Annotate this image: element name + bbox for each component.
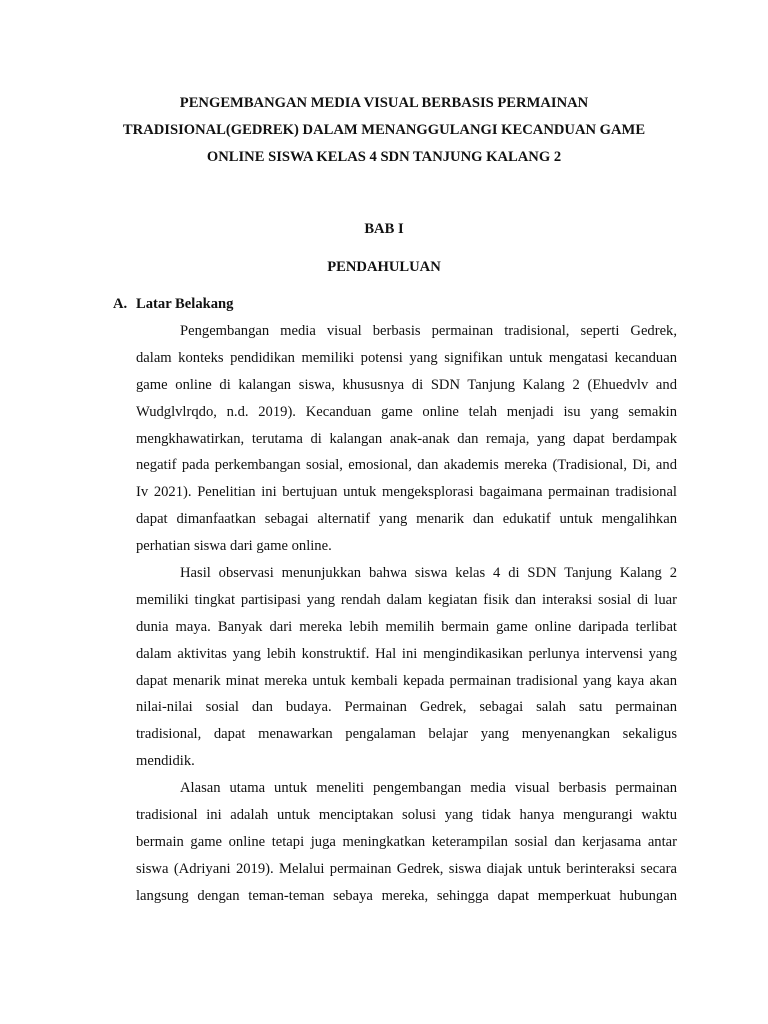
paragraph-line: perhatian siswa dari game online. <box>136 538 332 555</box>
paragraph-line: langsung dengan teman-teman sebaya mereka, sehingga dapat memperkuat hubungan <box>136 887 677 904</box>
paragraph-line: dapat menarik minat mereka untuk kembali kepada permainan tradisional yang kaya akan <box>136 672 677 689</box>
paragraph <box>136 318 677 560</box>
paragraph-line: memiliki tingkat partisipasi yang rendah dalam kegiatan fisik dan interaksi sosial di luar <box>136 591 677 608</box>
paragraph-line: Hasil observasi menunjukkan bahwa siswa kelas 4 di SDN Tanjung Kalang 2 <box>180 565 677 582</box>
paragraph-line: dunia maya. Banyak dari mereka lebih memilih bermain game online daripada terlibat <box>136 618 677 635</box>
paragraph-line: Alasan utama untuk meneliti pengembangan media visual berbasis permainan <box>180 780 677 797</box>
paragraph-line: mendidik. <box>136 753 195 770</box>
paragraph-line: nilai-nilai sosial dan budaya. Permainan Gedrek, sebagai salah satu permainan <box>136 699 677 716</box>
paragraph-line: siswa (Adriyani 2019). Melalui permainan Gedrek, siswa diajak untuk berinteraksi secara <box>136 860 677 877</box>
paragraph-line: Pengembangan media visual berbasis permainan tradisional, seperti Gedrek, <box>180 323 677 339</box>
chapter-heading: BAB I <box>364 221 404 237</box>
paragraph <box>136 775 677 909</box>
title-line: TRADISIONAL(GEDREK) DALAM MENANGGULANGI KECANDUAN GAME <box>122 122 646 138</box>
paragraph-line: Wudglvlrqdo, n.d. 2019). Kecanduan game online telah menjadi isu yang semakin <box>136 403 677 420</box>
paragraph-line: tradisional ini adalah untuk menciptakan solusi yang tidak hanya mengurangi waktu <box>136 807 677 824</box>
title-line: PENGEMBANGAN MEDIA VISUAL BERBASIS PERMAINAN <box>179 95 589 111</box>
paragraph-line: dapat dimanfaatkan sebagai alternatif yang menarik dan edukatif untuk mengalihkan <box>136 511 677 528</box>
paragraph <box>136 560 677 775</box>
paragraph-line: game online di kalangan siswa, khususnya di SDN Tanjung Kalang 2 (Ehuedvlv and <box>136 376 677 393</box>
paragraph-line: Iv 2021). Penelitian ini bertujuan untuk mengeksplorasi bagaimana permainan tradisional <box>136 484 677 501</box>
section-title: Latar Belakang <box>136 296 234 312</box>
chapter-title: PENDAHULUAN <box>327 259 441 275</box>
section-number: A. <box>113 296 128 312</box>
paragraph-line: tradisional, dapat menawarkan pengalaman belajar yang menyenangkan sekaligus <box>136 726 677 743</box>
paragraph-line: bermain game online tetapi juga meningkatkan keterampilan sosial dan kerjasama antar <box>136 833 677 850</box>
section-heading <box>113 294 233 314</box>
paragraph-line: mengkhawatirkan, terutama di kalangan anak-anak dan remaja, yang dapat berdampak <box>136 430 677 447</box>
title-line: ONLINE SISWA KELAS 4 SDN TANJUNG KALANG 2 <box>206 149 562 165</box>
body-text <box>136 318 677 910</box>
paragraph-line: dalam konteks pendidikan memiliki potensi yang signifikan untuk mengatasi kecanduan <box>136 349 677 366</box>
paragraph-line: negatif pada perkembangan sosial, emosional, dan akademis mereka (Tradisional, Di, and <box>136 457 677 474</box>
document-title <box>90 90 678 171</box>
paragraph-line: dalam aktivitas yang lebih konstruktif. Hal ini mengindikasikan perlunya intervensi yang <box>136 645 677 662</box>
